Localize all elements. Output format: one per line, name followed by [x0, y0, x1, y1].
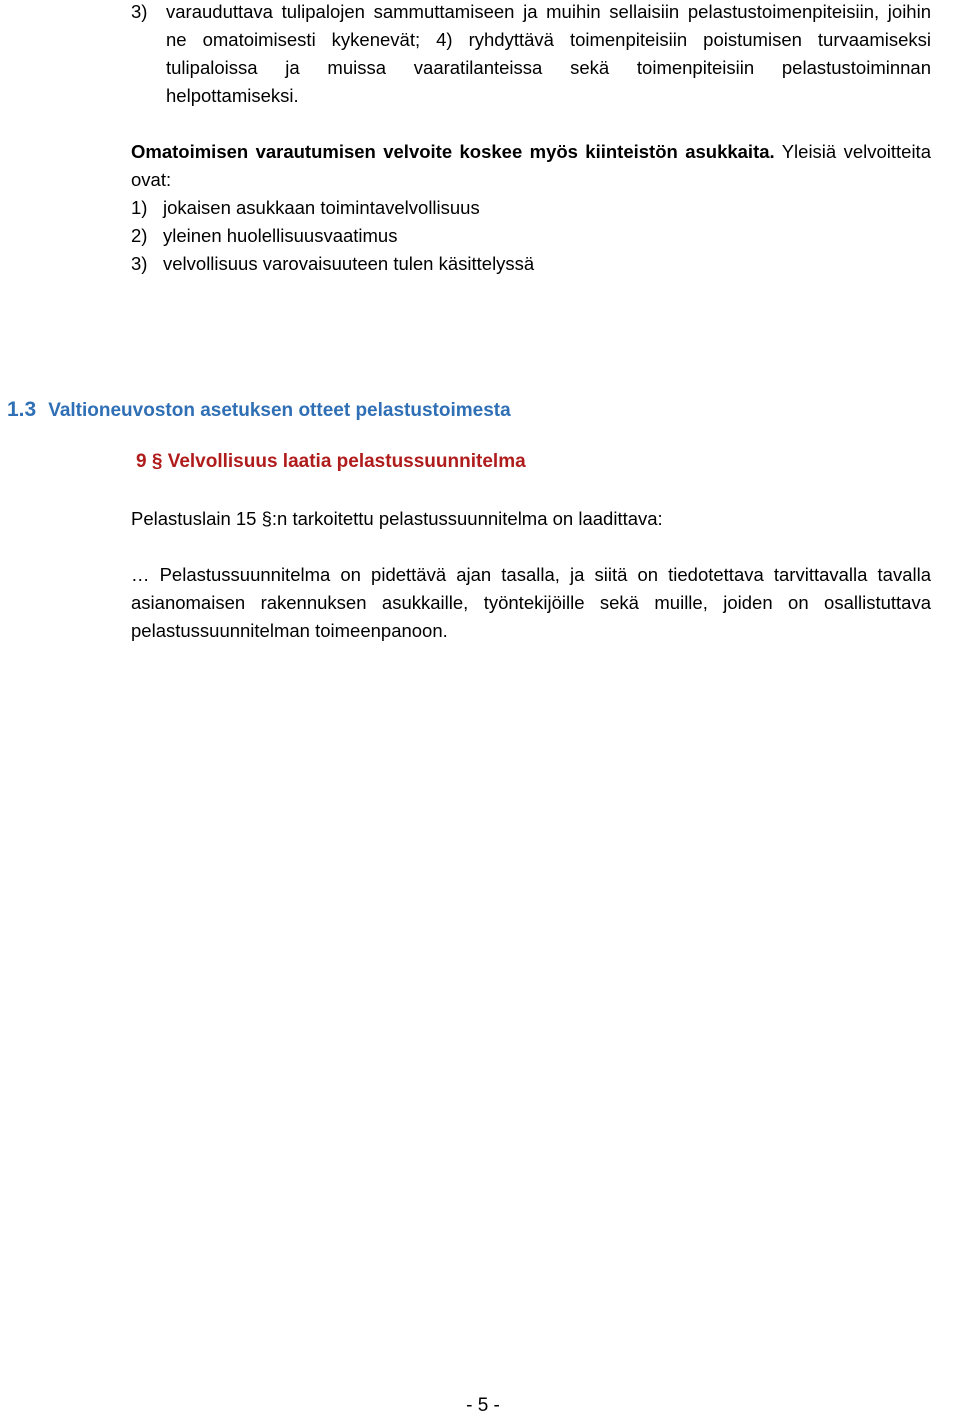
residents-duty-paragraph: [131, 138, 931, 194]
list-item: [131, 250, 931, 278]
section-number: 1.3: [7, 398, 37, 421]
duties-list: [131, 194, 931, 278]
list-item-text: varauduttava tulipalojen sammuttamiseen ja muihin sellaisiin pelastustoimenpiteisiin, joihin ne omatoimisesti kykenevät; 4) ryhdyttävä toimenpiteisiin poistumisen turvaamiseksi tulipaloissa ja muissa vaaratilanteissa sekä toimenpiteisiin pelastustoiminnan helpottamiseksi.: [166, 1, 931, 106]
residents-duty-text: Yleisiä velvoitteita ovat:: [131, 141, 931, 190]
list-item-text: yleinen huolellisuusvaatimus: [163, 225, 398, 246]
list-item-text: jokaisen asukkaan toimintavelvollisuus: [163, 197, 480, 218]
list-item-text: velvollisuus varovaisuuteen tulen käsittelyssä: [163, 253, 535, 274]
plan-requirement-paragraph: Pelastuslain 15 §:n tarkoitettu pelastussuunnitelma on laadittava:: [131, 508, 663, 529]
list-item-3: [131, 0, 931, 110]
plan-update-paragraph: … Pelastussuunnitelma on pidettävä ajan tasalla, ja siitä on tiedotettava tarvittavalla tavalla asianomaisen rakennuksen asukkaille, työntekijöille sekä muille, joiden on osallistuttava pelastussuunnitelman toimeenpanoon.: [131, 564, 931, 641]
subsection-heading: 9 § Velvollisuus laatia pelastussuunnitelma: [136, 451, 526, 472]
list-item: [131, 194, 931, 222]
list-item-number: 2): [131, 225, 148, 246]
section-heading: [7, 396, 511, 425]
page-number: - 5 -: [466, 1395, 500, 1416]
list-item: [131, 222, 931, 250]
list-item-number: 1): [131, 197, 148, 218]
section-title: Valtioneuvoston asetuksen otteet pelastustoimesta: [48, 400, 511, 421]
residents-duty-bold-text: Omatoimisen varautumisen velvoite koskee myös kiinteistön asukkaita.: [131, 141, 775, 162]
list-item-number: 3): [131, 1, 148, 22]
list-item-number: 3): [131, 253, 148, 274]
